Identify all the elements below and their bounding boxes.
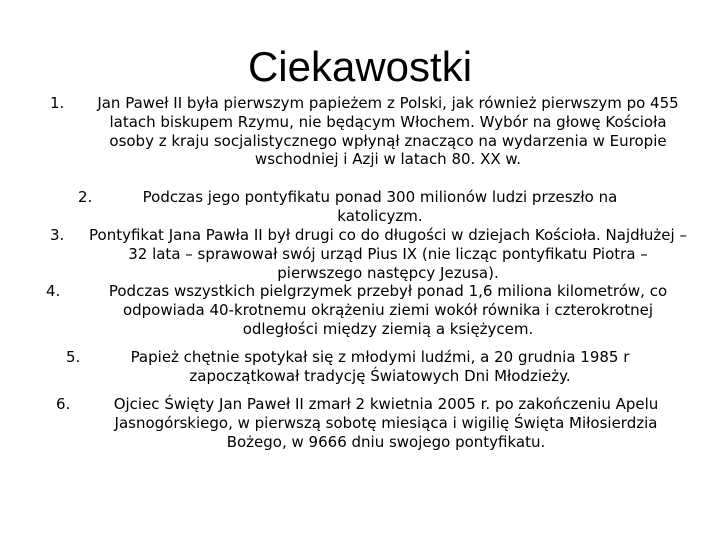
slide-title: Ciekawostki — [247, 43, 473, 90]
item-number: 6. — [56, 395, 71, 413]
item-number: 2. — [78, 188, 93, 206]
item-number: 3. — [50, 226, 65, 244]
item-text: Papież chętnie spotykał się z młodymi ludźmi, a 20 grudnia 1985 r zapoczątkował tradycję Światowych Dni Młodzieży. — [130, 348, 630, 385]
item-text: Podczas wszystkich pielgrzymek przebył ponad 1,6 miliona kilometrów, co odpowiada 40-krotnemu okrążeniu ziemi wokół równika i czterokrotnej odległości między ziemią a księżycem. — [108, 282, 668, 338]
item-text: Pontyfikat Jana Pawła II był drugi co do długości w dziejach Kościoła. Najdłużej – 32 lata – sprawował swój urząd Pius IX (nie licząc pontyfikatu Piotra – pierwszego następcy Jezusa). — [89, 226, 687, 282]
item-number: 5. — [66, 348, 81, 366]
item-number: 4. — [46, 282, 61, 300]
list-item — [0, 226, 720, 282]
list-item — [0, 348, 720, 395]
item-text: Podczas jego pontyfikatu ponad 300 milionów ludzi przeszło na katolicyzm. — [142, 188, 618, 225]
item-text: Jan Paweł II była pierwszym papieżem z Polski, jak również pierwszym po 455 latach biskupem Rzymu, nie będącym Włochem. Wybór na głowę Kościoła osoby z kraju socjalistycznego wpłynął znacząco na wydarzenia w Europie wschodniej i Azji w latach 80. XX w. — [97, 94, 679, 169]
list-item — [0, 94, 720, 188]
list-item — [0, 282, 720, 348]
list-item — [0, 188, 720, 226]
item-text: Ojciec Święty Jan Paweł II zmarł 2 kwietnia 2005 r. po zakończeniu Apelu Jasnogórskiego, w pierwszą sobotę miesiąca i wigilię Święta Miłosierdzia Bożego, w 9666 dniu swojego pontyfikatu. — [113, 395, 659, 451]
facts-list — [0, 94, 720, 455]
list-item — [0, 395, 720, 455]
item-number: 1. — [50, 94, 65, 112]
